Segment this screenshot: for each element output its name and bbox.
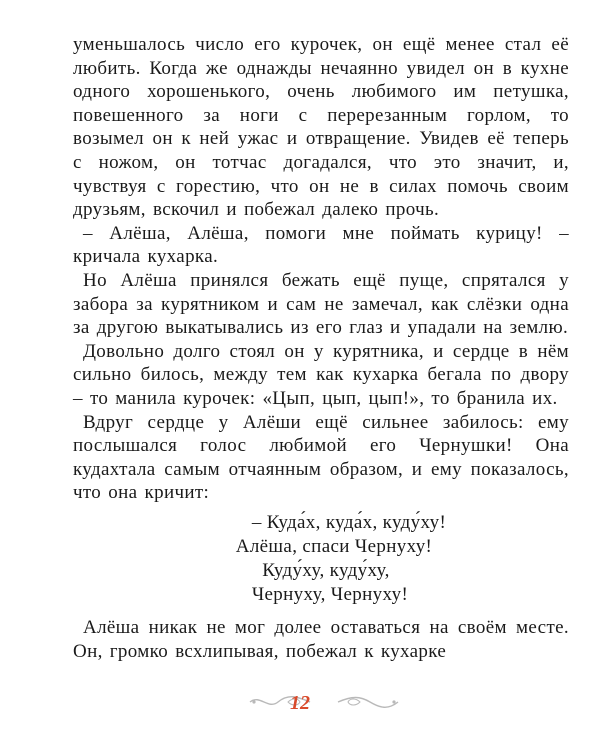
paragraph-3: Но Алёша принялся бежать ещё пуще, спрятался у забора за курятником и сам не замечал, как слёзки одна за другою выкатывались из его глаз и упадали на землю. [73, 269, 569, 339]
paragraph-4: Довольно долго стоял он у курятника, и сердце в нём сильно билось, между тем как кухарка бегала по двору – то манила курочек: «Цып, цып, цып!», то бранила их. [73, 340, 569, 409]
right-flourish-ornament [336, 690, 400, 714]
page-number: 12 [290, 692, 310, 714]
paragraph-5: Вдруг сердце у Алёши ещё сильнее забилось: ему послышался голос любимой его Чернушки! Она кудахтала самым отчаянным образом, и ему показалось, что она кричит: [73, 411, 569, 504]
verse-line-1: – Куда́х, куда́х, куду́ху! [251, 512, 447, 533]
verse-line-3: Куду́ху, куду́ху, [262, 560, 390, 581]
page-footer [0, 690, 600, 720]
verse-line-4: Чернуху, Чернуху! [251, 584, 409, 605]
paragraph-6: Алёша никак не мог долее оставаться на своём месте. Он, громко всхлипывая, побежал к кухарке [73, 617, 569, 662]
prose-block [73, 33, 569, 505]
prose-continuation [73, 616, 569, 663]
paragraph-1: уменьшалось число его курочек, он ещё менее стал её любить. Когда же однажды нечаянно увидел он в кухне одного хорошенького, очень любимого им петушка, повешенного за ноги с перерезанным горлом, то возымел он к ней ужас и отвращение. Увидев её теперь с ножом, он тотчас догадался, что это значит, и, чувствуя с горестию, что он не в силах помочь своим друзьям, вскочил и побежал далеко прочь. [73, 34, 569, 221]
verse-line-2: Алёша, спаси Чернуху! [235, 536, 433, 557]
verse-block [0, 511, 600, 607]
paragraph-2: – Алёша, Алёша, помоги мне поймать курицу! – кричала кухарка. [73, 222, 569, 268]
